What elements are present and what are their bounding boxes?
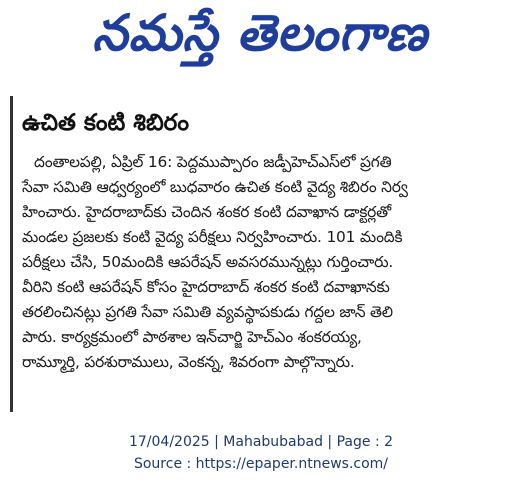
- article-line: హించారు. హైదరాబాద్‌కు చెందిన శంకర కంటి దవాఖాన డాక్టర్లతో: [22, 203, 391, 221]
- article-line: మండల ప్రజలకు కంటి వైద్య పరీక్షలు నిర్వహించారు. 101 మందికి: [22, 228, 403, 246]
- footer-date-edition: 17/04/2025 | Mahabubabad | Page : 2: [128, 434, 394, 450]
- newspaper-masthead: [60, 4, 460, 74]
- masthead-title: నమస్తే తెలంగాణ: [92, 3, 428, 62]
- article-line: పారు. కార్యక్రమంలో పాఠశాల ఇన్‌చార్జి హెచ్‌ఎం శంకరయ్య,: [22, 328, 362, 346]
- article-line: సేవా సమితి ఆధ్వర్యంలో బుధవారం ఉచిత కంటి వైద్య శిబిరం నిర్వ: [22, 178, 408, 196]
- article-line: దంతాలపల్లి, ఏప్రిల్ 16: పెద్దముప్పారం జడ్పీహెచ్ఎస్‌లో ప్రగతి: [34, 153, 392, 171]
- article-body: [22, 150, 502, 375]
- page-footer: [0, 431, 522, 475]
- article-line: తరలించినట్లు ప్రగతి సేవా సమితి వ్యవస్థాపకుడు గద్దల జాన్ తెలి: [22, 303, 393, 321]
- footer-source: Source : https://epaper.ntnews.com/: [133, 456, 389, 472]
- article-line: వీరిని కంటి ఆపరేషన్ కోసం హైదరాబాద్ శంకర కంటి దవాఖానకు: [22, 278, 390, 296]
- article-line: రామ్మూర్తి, పరశురాములు, వెంకన్న, శివరంగా పాల్గొన్నారు.: [22, 353, 355, 371]
- article-line: పరీక్షలు చేసి, 50మందికి ఆపరేషన్ అవసరమున్నట్లు గుర్తించారు.: [22, 253, 394, 271]
- article-headline: ఉచిత కంటి శిబిరం: [22, 110, 189, 136]
